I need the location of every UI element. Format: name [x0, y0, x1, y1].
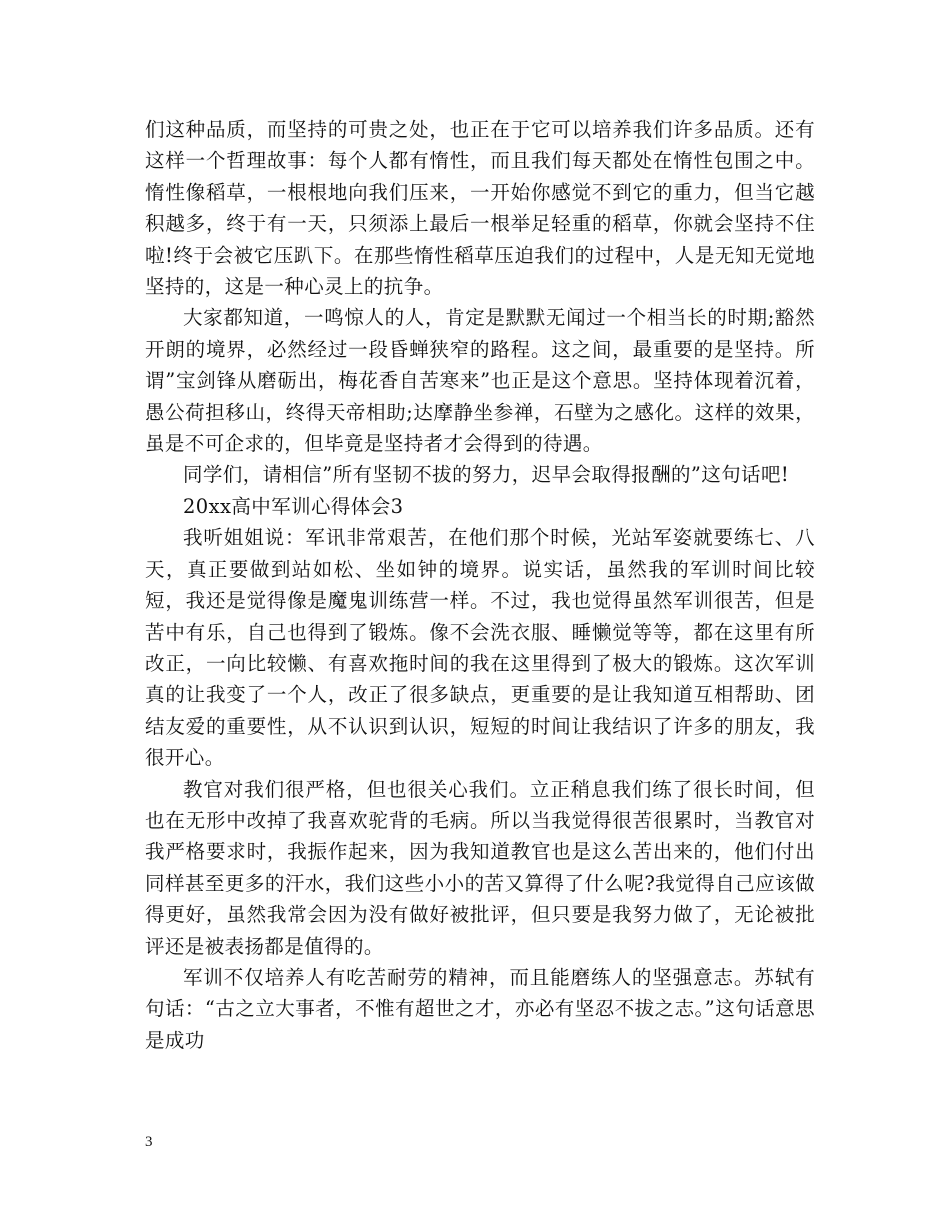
- paragraph-continuation: 们这种品质，而坚持的可贵之处，也正在于它可以培养我们许多品质。还有这样一个哲理故事：每个人都有惰性，而且我们每天都处在惰性包围之中。惰性像稻草，一根根地向我们压来，一开始你感觉不到它的重力，但当它越积越多，终于有一天，只须添上最后一根举足轻重的稻草，你就会坚持不住啦!终于会被它压趴下。在那些惰性稻草压迫我们的过程中，人是无知无觉地坚持的，这是一种心灵上的抗争。: [145, 118, 815, 299]
- paragraph-military-training: 我听姐姐说：军讯非常艰苦，在他们那个时候，光站军姿就要练七、八天，真正要做到站如松、坐如钟的境界。说实话，虽然我的军训时间比较短，我还是觉得像是魔鬼训练营一样。不过，我也觉得虽然军训很苦，但是苦中有乐，自己也得到了锻炼。像不会洗衣服、睡懒觉等等，都在这里有所改正，一向比较懒、有喜欢拖时间的我在这里得到了极大的锻炼。这次军训真的让我变了一个人，改正了很多缺点，更重要的是让我知道互相帮助、团结友爱的重要性，从不认识到认识，短短的时间让我结识了许多的朋友，我很开心。: [145, 526, 815, 770]
- section-heading: 20xx高中军训心得体会3: [183, 494, 404, 518]
- paragraph-willpower: 军训不仅培养人有吃苦耐劳的精神，而且能磨练人的坚强意志。苏轼有句话：“古之立大事者，不惟有超世之才，亦必有坚忍不拔之志。”这句话意思是成功: [145, 965, 815, 1052]
- paragraph-instructor: 教官对我们很严格，但也很关心我们。立正稍息我们练了很长时间，但也在无形中改掉了我喜欢驼背的毛病。所以当我觉得很苦很累时，当教官对我严格要求时，我振作起来，因为我知道教官也是这么苦出来的，他们付出同样甚至更多的汗水，我们这些小小的苦又算得了什么呢?我觉得自己应该做得更好，虽然我常会因为没有做好被批评，但只要是我努力做了，无论被批评还是被表扬都是值得的。: [145, 777, 815, 958]
- paragraph-perseverance: 大家都知道，一鸣惊人的人，肯定是默默无闻过一个相当长的时期;豁然开朗的境界，必然经过一段昏蝉狭窄的路程。这之间，最重要的是坚持。所谓”宝剑锋从磨砺出，梅花香自苦寒来”也正是这个意思。坚持体现着沉着，愚公荷担移山，终得天帝相助;达摩静坐参禅，石壁为之感化。这样的效果，虽是不可企求的，但毕竟是坚持者才会得到的待遇。: [145, 306, 815, 456]
- document-body: [145, 114, 815, 1056]
- paragraph-classmates: 同学们，请相信”所有坚韧不拔的努力，迟早会取得报酬的”这句话吧!: [183, 463, 790, 487]
- page-number: 3: [145, 1134, 153, 1150]
